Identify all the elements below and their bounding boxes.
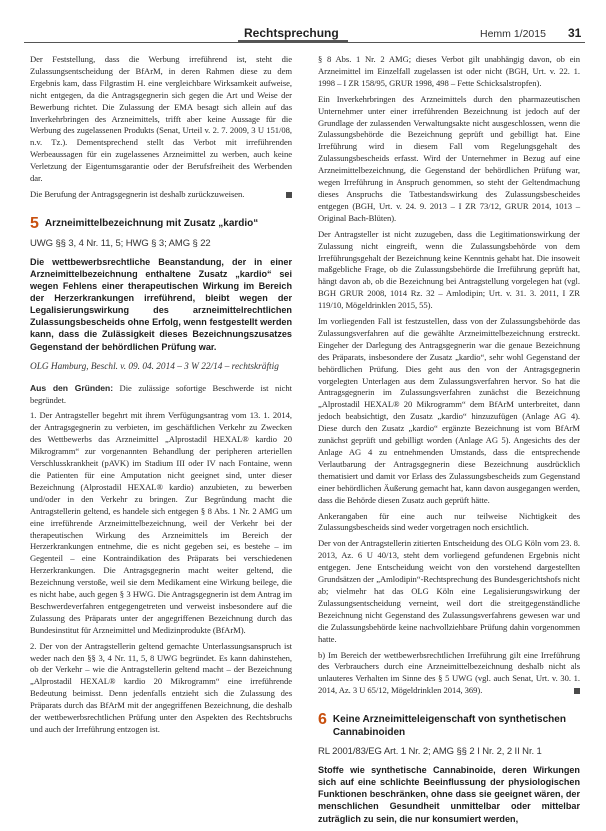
- right-paragraph-c: Der Antragsteller ist nicht zuzugeben, dass die Legitimationswirkung der Zulassung nicht eingreift, wenn die Zulassungsbehörde von dem Irreführungsgehalt der Bezeichnung keine Kenntnis gehabt hat. Die insoweit maßgebliche Frage, ob die Zulassungsbehörde die Irreführung geprüft hat, hängt davon ab, ob die Bezeichnung bei Antragstellung vorgelegen hat (vgl. BGH GRUR 2008, 1014 Rz. 32 – Amlodipin; Urt. v. 31. 3. 2011, I ZR 119/10, Mögeldrinklen 2015, 55).: [318, 228, 580, 311]
- case-5-paragraph-1: 1. Der Antragsteller begehrt mit ihrem Verfügungsantrag vom 13. 1. 2014, der Antragsgegnerin zu verbieten, im geschäftlichen Verkehr zu Zwecken des Wettbewerbs das Arzneimittel „Alprostadil HEXAL® kardio 20 Mikrogramm“ zur vorgenannten Behandlung der peripheren arteriellen Verschlusskrankheit (pAVK) im Stadium III oder IV nach Fontaine, wenn die Patienten für eine Amputation nicht geeignet sind, unter dieser Bezeichnung (Alprostadil HEXAL® kardio) anzubieten, zu bewerben und/oder in den Verkehr zu bringen. Zur Begründung macht die Antragstellerin geltend, es handele sich entgegen § 8 Abs. 1 Nr. 2 AMG um eine irreführende Arzneimittelbezeichnung, weil der Verkehr bei der therapeutischen Wirkung des Arzneimittels im Bereich der Herzerkrankungen entnehme, die es nicht gegeben sei, es bestehe – im Gegenteil – eine Kontraindikation des Präparats bei verschiedenen Herzerkrankungen. Die Antragsgegnerin macht weiter geltend, die Bezeichnung verstoße, weil sie dem Medikament eine Wirkung beilege, die es nicht habe, auch gegen § 3 HWG. Die Antragsgegnerin ist dem Antrag im Beschwerdeverfahren entgegengetreten und verweist insbesondere auf die Zulassung des Präparats unter der angegriffenen Bezeichnung durch das Bundesinstitut für Arzneimittel und Medizinprodukte (BfArM).: [30, 410, 292, 635]
- case-6-headnote: Stoffe wie synthetische Cannabinoide, deren Wirkungen sich auf eine schlichte Beeinflussung der physiologischen Funktionen beschränken, ohne dass sie geeignet wären, der menschlichen Gesundheit unmittelbar oder mittelbar zuträglich zu sein, die nur konsumiert werden,: [318, 765, 580, 824]
- case-5-heading: [30, 214, 292, 232]
- end-of-article-mark: [286, 192, 292, 198]
- spacer: [30, 201, 292, 215]
- journal-issue: Hemm 1/2015: [480, 28, 546, 40]
- section-title: Rechtsprechung: [244, 26, 339, 40]
- appeal-paragraph: [30, 189, 292, 201]
- case-5-title: Arzneimittelbezeichnung mit Zusatz „kardio“: [44, 217, 259, 229]
- appeal-text: Die Berufung der Antragsgegnerin ist deshalb zurückzuweisen.: [30, 188, 245, 199]
- right-paragraph-a: § 8 Abs. 1 Nr. 2 AMG; dieses Verbot gilt unabhängig davon, ob ein Arzneimittel im Einzelfall zugelassen ist oder nicht (BGH, Urt. v. 22. 1. 1998 – I ZR 158/95, GRUR 1998, 498 – Fette Schicksalstropfen).: [318, 54, 580, 88]
- header-rule: [24, 42, 585, 43]
- reasons-lead-rest: Die zulässige sofortige Beschwerde ist nicht begründet.: [30, 382, 292, 405]
- right-paragraph-d: Im vorliegenden Fall ist festzustellen, dass von der Zulassungsbehörde das Zulassungsverfahren auf die gewählte Arzneimittelbezeichnung erstreckt. Eingeher der Darlegung des Antragsgegnerin war die genaue Bezeichnung des Präparats, insbesondere der Zusatz „kardio“, sehr wohl Gegenstand der behördlichen Prüfung. Dies geht aus den von der Antragsgegnerin vorgelegten Unterlagen aus dem Zulassungsverfahren hervor. So hat die Antragsgegnerin im Zulassungsverfahren zunächst die Bezeichnung „Alprostadil HEXAL® 20 Mikrogramm“ dem BfArM unterbreitet, dann jedoch beabsichtigt, den Zusatz „kardio“ hinzuzufügen (Anlage AG 4). Diese durch den Zusatz „kardio“ ergänzte Bezeichnung ist vom BfArM zunächst geprüft und gebilligt worden (Anlage AG 5). Angesichts des der Anlage AG 4 zu entnehmenden Umstands, dass die entsprechende Verlautbarung der Antragsgegnerin diese Bezeichnung ausdrücklich thematisiert und damit vor Erlass des Zulassungsbescheids zum Gegenstand einer behördlichen Äußerung gemacht hat, kann davon ausgegangen werden, dass die Behörde diesen Zusatz auch geprüft hätte.: [318, 316, 580, 505]
- right-column: [318, 54, 580, 825]
- spacer: [318, 697, 580, 711]
- intro-paragraph: Der Feststellung, dass die Werbung irreführend ist, steht die Zulassungsentscheidung der BfArM, in deren Rahmen diese zu dem Ergebnis kam, dass Filgrastim H. eine vergleichbare Wirksamkeit aufweise, nicht entgegen, da die Antragsgegnerin sich gegen die Art und Weise der Bewerbung richtet. Die Zulassung der EMA besagt sich allein auf das Inverkehrbringen des Arzneimittels, trifft aber keine Aussage für die Werbung des zugelassenen Produkts (Senat, Urteil v. 2. 7. 2009, 3 U 151/08, n.v. Tz.). Dementsprechend stellt das Verbot mit irreführenden Werbeaussagen für ein zugelassenes Arzneimittel zu werben, auch keine Verletzung der Eigentumsgarantie oder der Berufsfreiheit des Werbenden dar.: [30, 54, 292, 184]
- case-6-title: Keine Arzneimitteleigenschaft von synthetischen Cannabinoiden: [332, 714, 566, 739]
- right-paragraph-g: [318, 650, 580, 698]
- case-5-statutes: UWG §§ 3, 4 Nr. 11, 5; HWG § 3; AMG § 22: [30, 237, 211, 249]
- case-5-reasons-intro: [30, 383, 292, 407]
- case-5-number: 5: [30, 214, 39, 232]
- case-6-statutes: RL 2001/83/EG Art. 1 Nr. 2; AMG §§ 2 I Nr. 2, 2 II Nr. 1: [318, 746, 542, 758]
- right-paragraph-f: Der von der Antragstellerin zitierten Entscheidung des OLG Köln vom 23. 8. 2013, Az. 6 U 40/13, steht dem vorliegend gefundenen Ergebnis nicht entgegen. Jene Entscheidung weicht von den vorstehend dargestellten Grundsätzen der „Amlodipin“-Rechtsprechung des Bundesgerichtshofs nicht ab; vielmehr hat das OLG Köln eine Legalisierungswirkung der Zulassungsentscheidung verneint, weil dort die streitgegenständliche Bezeichnung nicht Gegenstand des Zulassungsverfahrens gewesen war und die Zulassungsbehörde keine nachvollziehbare Prüfung dahin vorgenommen hatte.: [318, 538, 580, 644]
- case-5-paragraph-2: 2. Der von der Antragstellerin geltend gemachte Unterlassungsanspruch ist weder nach den §§ 3, 4 Nr. 11, 5, 8 UWG begründet. Es kann dahinstehen, ob der Verkehr – wie die Antragstellerin geltend macht – der Bezeichnung „Alprostadil HEXAL® kardio 20 Mikrogramm“ eine irreführende Bedeutung beimisst. Denn jedenfalls entzieht sich die Zulassung des Präparats durch das BfArM mit der angegriffenen Bezeichnung, die deshalb der wettbewerbsrechtlichen Prüfung unter den Aspekten des Rechtsbruchs und auch der Irreführung entzogen ist.: [30, 640, 292, 734]
- case-6-number: 6: [318, 711, 327, 729]
- right-paragraph-e: Ankerangaben für eine auch nur teilweise Nichtigkeit des Zulassungsbescheids sind weder vorgetragen noch ersichtlich.: [318, 510, 580, 533]
- reasons-lead: Aus den Gründen:: [30, 382, 114, 393]
- left-column: [30, 54, 292, 736]
- case-5-headnote: Die wettbewerbsrechtliche Beanstandung, der in einer Arzneimittelbezeichnung enthaltene Zusatz „kardio“ sei wegen Fehlens einer therapeutischen Wirkung im Bereich der Herzerkrankungen irreführend, bleibt wegen der Legalisierungswirkung des arzneimittelrechtlichen Zulassungsbescheids ohne Erfolg, wenn festgestellt werden kann, dass die Zulässigkeit dieses Bezeichnungszusatzes Gegenstand der behördlichen Prüfung war.: [30, 256, 292, 352]
- end-of-article-mark: [574, 688, 580, 694]
- right-paragraph-b: Ein Inverkehrbringen des Arzneimittels durch den pharmazeutischen Unternehmer unter einer irreführenden Bezeichnung ist jedoch auf der Grundlage der zulassenden Verwaltungsakte nicht ausgeschlossen, wenn die Zulassungsbehörde die Bezeichnung geprüft und gebilligt hat. Eine Irreführung wird in diesem Fall vom Regelungsgehalt des Zulassungsbescheids erfasst. Wird der Unternehmer in Bezug auf eine Arzneimittelbezeichnung, die Gegenstand der behördlichen Prüfung war, wegen Irreführung in Anspruch genommen, so steht der Geltendmachung dieses Anspruchs die Tatbestandswirkung des Zulassungsbescheides entgegen (BGH, Urt. v. 24. 9. 2013 – I ZR 73/12, GRUR 2014, 1013 – Original Bach-Blüten).: [318, 93, 580, 223]
- case-6-heading: [318, 713, 580, 739]
- case-5-court-citation: OLG Hamburg, Beschl. v. 09. 04. 2014 – 3 W 22/14 – rechtskräftig: [30, 361, 279, 372]
- page-number: 31: [568, 26, 582, 40]
- right-paragraph-g-text: b) Im Bereich der wettbewerbsrechtlichen Irreführung gilt eine Irreführung des Verbrauchers durch eine Arzneimittelbezeichnung deshalb nicht als unlauteres Verhalten im Sinne des § 5 UWG (vgl. auch Senat, Urt. v. 30. 1. 2014, Az. 3 U 65/12, Mögeldrinklen 2014, 369).: [318, 649, 580, 696]
